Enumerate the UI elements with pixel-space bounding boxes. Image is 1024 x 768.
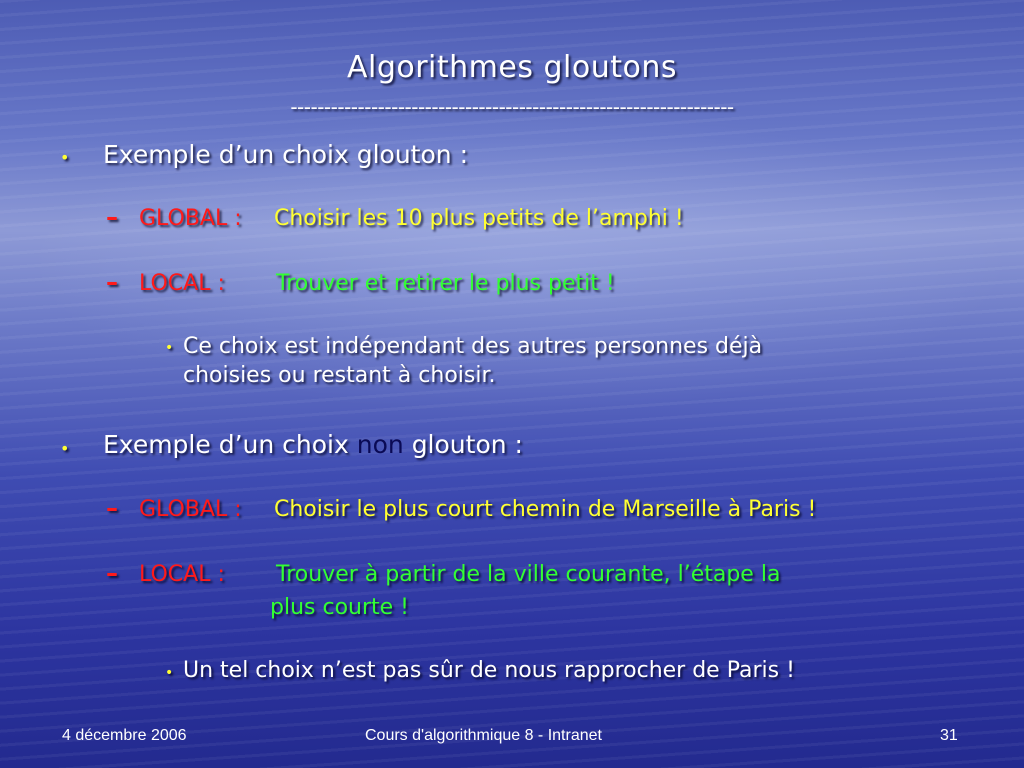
- section1-note-line2: choisies ou restant à choisir.: [183, 363, 496, 388]
- section2-local-text-line1: Trouver à partir de la ville courante, l’étape la: [276, 562, 781, 587]
- section2-heading-emphasis: non: [356, 430, 404, 459]
- small-bullet-icon: •: [165, 665, 174, 681]
- small-bullet-icon: •: [165, 340, 174, 356]
- footer-course: Cours d'algorithmique 8 - Intranet: [365, 727, 602, 744]
- section1-local-label: LOCAL :: [139, 271, 225, 296]
- slide-title: Algorithmes gloutons: [346, 50, 678, 85]
- section2-heading-post: glouton :: [411, 430, 523, 459]
- section2-heading: [103, 430, 523, 459]
- footer-page-number: 31: [940, 727, 958, 744]
- section1-heading: Exemple d’un choix glouton :: [103, 140, 468, 169]
- bullet-icon: •: [60, 148, 70, 167]
- section2-local-label: LOCAL :: [139, 562, 225, 587]
- section2-heading-pre: Exemple d’un choix: [103, 430, 349, 459]
- dash-icon: –: [106, 559, 118, 587]
- section1-global-label: GLOBAL :: [139, 206, 242, 231]
- section1-global-text: Choisir les 10 plus petits de l’amphi !: [274, 206, 684, 231]
- section2-global-text: Choisir le plus court chemin de Marseille à Paris !: [274, 497, 817, 522]
- dash-icon: –: [106, 494, 118, 522]
- title-underline: ------------------------------------------------------------------: [290, 95, 734, 119]
- footer-date: 4 décembre 2006: [62, 727, 187, 744]
- bullet-icon: •: [60, 439, 70, 458]
- section2-note: Un tel choix n’est pas sûr de nous rapprocher de Paris !: [183, 658, 795, 683]
- dash-icon: –: [106, 268, 118, 296]
- section2-global-label: GLOBAL :: [139, 497, 242, 522]
- section1-local-text: Trouver et retirer le plus petit !: [276, 271, 615, 296]
- dash-icon: –: [106, 203, 118, 231]
- section1-note-line1: Ce choix est indépendant des autres personnes déjà: [183, 334, 763, 359]
- section2-local-text-line2: plus courte !: [270, 595, 409, 620]
